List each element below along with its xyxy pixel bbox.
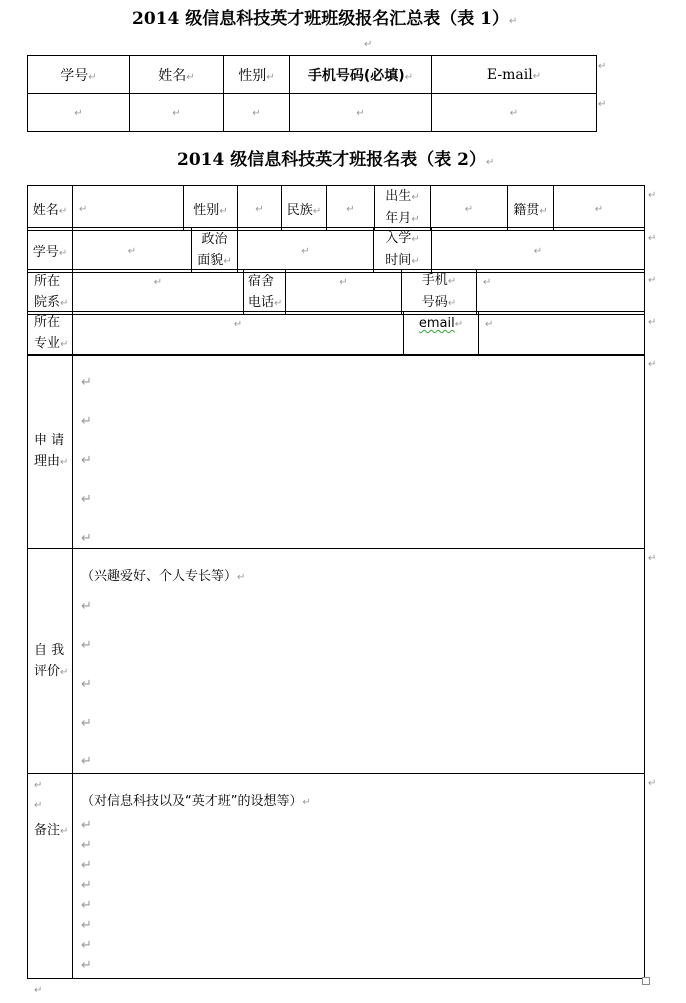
label-dorm-phone: 宿舍 电话↵	[244, 270, 286, 315]
registration-essay-section	[27, 354, 645, 979]
label-department: 所在 院系↵	[28, 270, 73, 315]
field-major[interactable]: ↵	[73, 312, 404, 356]
cell-gender[interactable]: ↵	[224, 94, 290, 132]
registration-row-id	[27, 227, 645, 273]
field-application-reason[interactable]: ↵ ↵ ↵ ↵ ↵	[73, 355, 645, 549]
header-phone: 手机号码(必填)↵	[290, 56, 432, 94]
registration-row-major	[27, 311, 645, 356]
label-major: 所在 专业↵	[28, 312, 73, 356]
label-birth-date: 出生↵ 年月↵	[375, 186, 431, 231]
field-student-id[interactable]: ↵	[73, 228, 192, 273]
field-remarks[interactable]: （对信息科技以及“英才班”的设想等）↵ ↵ ↵ ↵ ↵ ↵ ↵ ↵ ↵	[73, 774, 645, 979]
remarks-hint: （对信息科技以及“英才班”的设想等）↵	[81, 794, 311, 809]
paragraph-mark: ↵	[648, 190, 657, 201]
field-gender[interactable]: ↵	[238, 186, 282, 231]
field-dorm-phone[interactable]: ↵	[286, 270, 402, 315]
cell-phone[interactable]: ↵	[290, 94, 432, 132]
label-name: 姓名↵	[28, 186, 73, 231]
registration-row-basic	[27, 185, 645, 231]
header-email: E-mail↵	[432, 56, 597, 94]
paragraph-mark: ↵	[364, 39, 373, 50]
label-gender: 性别↵	[184, 186, 238, 231]
label-ethnicity: 民族↵	[282, 186, 327, 231]
label-self-evaluation: 自 我 评价↵	[28, 549, 73, 774]
field-enrollment-time[interactable]: ↵	[432, 228, 645, 273]
paragraph-mark: ↵	[648, 778, 657, 789]
label-email: email↵	[404, 312, 479, 356]
field-political-status[interactable]: ↵	[238, 228, 374, 273]
table2-title: 2014 级信息科技英才班报名表（表 2）↵	[177, 150, 495, 170]
label-mobile: 手机↵ 号码↵	[402, 270, 477, 315]
cell-student-id[interactable]: ↵	[28, 94, 130, 132]
paragraph-mark: ↵	[648, 275, 657, 286]
label-student-id: 学号↵	[28, 228, 73, 273]
paragraph-mark: ↵	[34, 985, 43, 996]
self-evaluation-hint: （兴趣爱好、个人专长等）↵	[81, 569, 246, 584]
header-gender: 性别↵	[224, 56, 290, 94]
field-ethnicity[interactable]: ↵	[327, 186, 375, 231]
summary-table	[27, 55, 597, 132]
registration-row-dept	[27, 269, 645, 315]
paragraph-mark: ↵	[598, 61, 607, 72]
field-name[interactable]: ↵	[73, 186, 184, 231]
header-student-id: 学号↵	[28, 56, 130, 94]
paragraph-mark: ↵	[648, 359, 657, 370]
header-name: 姓名↵	[130, 56, 224, 94]
label-application-reason: 申 请 理由↵	[28, 355, 73, 549]
paragraph-mark: ↵	[648, 233, 657, 244]
field-self-evaluation[interactable]: （兴趣爱好、个人专长等）↵ ↵ ↵ ↵ ↵ ↵	[73, 549, 645, 774]
label-remarks: ↵ ↵ 备注↵	[28, 774, 73, 979]
cell-email[interactable]: ↵	[432, 94, 597, 132]
table-header-row	[28, 56, 597, 94]
cell-name[interactable]: ↵	[130, 94, 224, 132]
label-enrollment-time: 入学↵ 时间↵	[374, 228, 432, 273]
paragraph-mark: ↵	[598, 99, 607, 110]
table-row	[28, 94, 597, 132]
field-department[interactable]: ↵	[73, 270, 244, 315]
field-native-place[interactable]: ↵	[554, 186, 645, 231]
label-native-place: 籍贯↵	[508, 186, 554, 231]
table-resize-handle[interactable]	[642, 977, 650, 985]
field-mobile[interactable]: ↵	[477, 270, 645, 315]
field-email[interactable]: ↵	[479, 312, 645, 356]
label-political-status: 政治 面貌↵	[192, 228, 238, 273]
table1-title: 2014 级信息科技英才班班级报名汇总表（表 1）↵	[132, 9, 518, 29]
paragraph-mark: ↵	[648, 553, 657, 564]
paragraph-mark: ↵	[648, 317, 657, 328]
field-birth-date[interactable]: ↵	[431, 186, 508, 231]
